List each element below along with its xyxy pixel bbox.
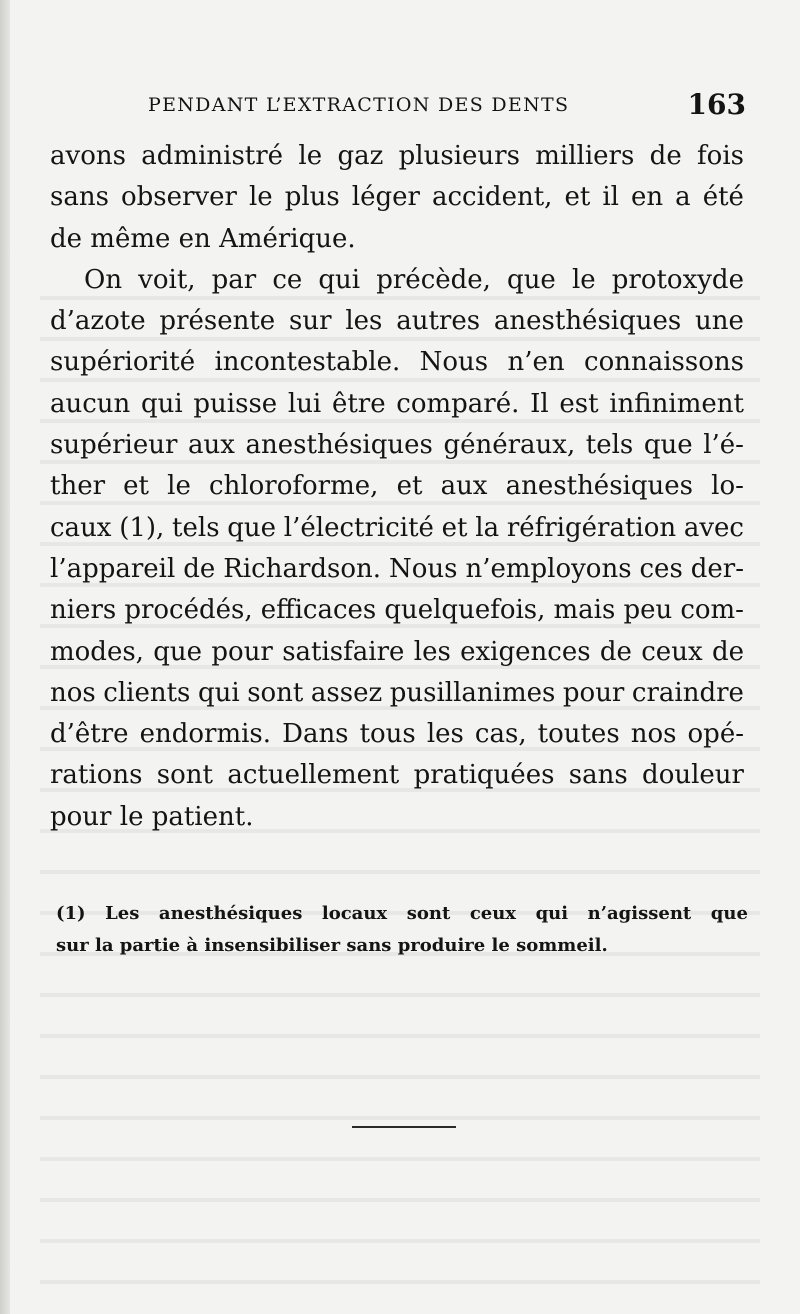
word: et (441, 512, 468, 543)
word: les (345, 306, 383, 337)
page-gutter-shadow (0, 0, 10, 1314)
word: ces (639, 553, 683, 584)
word: procédés, (124, 595, 253, 626)
word: ther (50, 471, 106, 502)
word: en (631, 182, 664, 213)
word: les (413, 636, 451, 667)
word: ce (272, 264, 303, 295)
word: pour (211, 636, 273, 667)
word: toutes (537, 719, 620, 750)
word: douleur (642, 760, 744, 791)
word: Richardson. (223, 553, 382, 584)
word: supérieur (50, 430, 178, 461)
word: de (183, 553, 216, 584)
word: voit, (138, 264, 196, 295)
word: pusillanimes (389, 677, 556, 708)
word: Il (530, 388, 549, 419)
word: plusieurs (398, 141, 520, 171)
body-line (50, 260, 744, 301)
body-line (50, 301, 744, 342)
word: de (711, 636, 744, 667)
running-title: PENDANT L’EXTRACTION DES DENTS (148, 94, 570, 116)
word: supériorité (50, 347, 196, 378)
word: même (90, 223, 171, 254)
body-line (50, 342, 744, 383)
word: pratiquées (413, 760, 555, 791)
word: par (211, 264, 257, 295)
word: infiniment (609, 388, 744, 419)
word: nos (50, 677, 96, 708)
word: anesthésiques (245, 430, 433, 461)
word: le (298, 141, 323, 171)
word: rations (50, 760, 143, 791)
word: une (695, 306, 744, 337)
body-line (50, 384, 744, 425)
body-text (50, 136, 744, 838)
word: et (396, 471, 423, 502)
word: actuellement (227, 760, 400, 791)
word: caux (50, 512, 112, 543)
body-line (50, 219, 744, 260)
body-line (50, 673, 744, 714)
page-number: 163 (687, 88, 746, 121)
body-line (50, 466, 744, 507)
footnote (56, 898, 748, 962)
word: Dans (282, 719, 349, 750)
word: pour (50, 801, 112, 832)
word: protoxyde (611, 264, 744, 295)
word: opé- (687, 719, 744, 750)
word: tels (585, 430, 634, 461)
body-line (50, 425, 744, 466)
page-header (148, 88, 746, 122)
word: présente (159, 306, 276, 337)
word: que (710, 903, 748, 924)
word: On (84, 264, 123, 295)
word: qui (141, 388, 183, 419)
section-divider (352, 1126, 456, 1128)
word: et (123, 471, 150, 502)
word: connaissons (584, 347, 744, 378)
word: cas, (474, 719, 527, 750)
word: sur (56, 935, 89, 956)
word: a (675, 182, 691, 213)
word: sont (156, 760, 213, 791)
word: observer (120, 182, 237, 213)
word: locaux (321, 903, 388, 924)
word: sans (50, 182, 109, 213)
word: d’être (50, 719, 129, 750)
word: n’employons (465, 553, 632, 584)
word: sont (247, 677, 304, 708)
word: n’agissent (587, 903, 692, 924)
word: le (571, 264, 596, 295)
word: produire (397, 935, 486, 956)
word: modes, (50, 636, 144, 667)
word: que (643, 430, 693, 461)
word: lui (287, 388, 322, 419)
body-line (50, 136, 744, 177)
word: mais (553, 595, 616, 626)
word: être (331, 388, 386, 419)
word: ceux (469, 903, 517, 924)
word: et (564, 182, 591, 213)
body-line (50, 177, 744, 218)
word: que (227, 512, 277, 543)
word: qui (197, 677, 240, 708)
word: niers (50, 595, 117, 626)
word: anesthésiques (505, 471, 693, 502)
word: aux (188, 430, 235, 461)
footnote-line (56, 930, 748, 962)
word: que (507, 264, 556, 295)
word: peu (623, 595, 673, 626)
word: qui (318, 264, 361, 295)
word: efficaces (260, 595, 377, 626)
word: à (186, 935, 199, 956)
word: endormis. (139, 719, 272, 750)
word: de (599, 636, 632, 667)
body-line (50, 755, 744, 796)
word: sur (289, 306, 332, 337)
word: de (649, 141, 682, 171)
word: sommeil. (516, 935, 608, 956)
word: pour (562, 677, 625, 708)
word: sans (568, 760, 628, 791)
word: le (491, 935, 510, 956)
footnote-line (56, 898, 748, 930)
word: plus (284, 182, 340, 213)
word: lo- (711, 471, 744, 502)
word: d’azote (50, 306, 146, 337)
word: réfrigération (506, 512, 677, 543)
word: partie (119, 935, 181, 956)
word: anesthésiques (493, 306, 682, 337)
word: der- (690, 553, 744, 584)
word: le (167, 471, 191, 502)
word: milliers (535, 141, 635, 171)
word: patient. (151, 801, 254, 832)
word: avec (683, 512, 744, 543)
word: (1) (56, 903, 86, 924)
word: craindre (631, 677, 744, 708)
word: comparé. (396, 388, 520, 419)
word: le (248, 182, 273, 213)
word: Nous (389, 553, 458, 584)
word: été (702, 182, 744, 213)
word: ceux (641, 636, 703, 667)
word: précède, (376, 264, 491, 295)
word: gaz (337, 141, 384, 171)
body-line (50, 508, 744, 549)
word: les (426, 719, 464, 750)
word: sont (406, 903, 451, 924)
word: le (119, 801, 144, 832)
word: la (475, 512, 500, 543)
word: autres (396, 306, 481, 337)
word: incontestable. (214, 347, 401, 378)
word: léger (351, 182, 420, 213)
word: puisse (193, 388, 278, 419)
body-line (50, 632, 744, 673)
word: Les (105, 903, 140, 924)
body-line (50, 714, 744, 755)
body-line (50, 590, 744, 631)
word: aucun (50, 388, 131, 419)
word: il (602, 182, 619, 213)
word: tels (172, 512, 220, 543)
word: Nous (419, 347, 489, 378)
word: généraux, (443, 430, 576, 461)
word: en (178, 223, 211, 254)
body-line (50, 797, 744, 838)
word: l’appareil (50, 553, 176, 584)
word: nos (630, 719, 677, 750)
word: (1), (119, 512, 165, 543)
word: com- (680, 595, 744, 626)
word: quelquefois, (384, 595, 546, 626)
word: l’électricité (283, 512, 434, 543)
word: que (153, 636, 203, 667)
body-line (50, 549, 744, 590)
word: clients (103, 677, 191, 708)
word: satisfaire (282, 636, 405, 667)
word: est (559, 388, 599, 419)
word: administré (141, 141, 284, 171)
word: anesthésiques (158, 903, 303, 924)
word: exigences (460, 636, 591, 667)
word: la (95, 935, 114, 956)
word: sans (346, 935, 392, 956)
word: qui (535, 903, 569, 924)
word: Amérique. (219, 223, 356, 254)
word: tous (359, 719, 416, 750)
word: chloroforme, (209, 471, 379, 502)
word: avons (50, 141, 126, 171)
word: l’é- (703, 430, 744, 461)
word: de (50, 223, 83, 254)
word: assez (310, 677, 383, 708)
word: fois (697, 141, 744, 171)
word: accident, (431, 182, 553, 213)
word: insensibiliser (204, 935, 341, 956)
word: n’en (507, 347, 565, 378)
word: aux (440, 471, 488, 502)
